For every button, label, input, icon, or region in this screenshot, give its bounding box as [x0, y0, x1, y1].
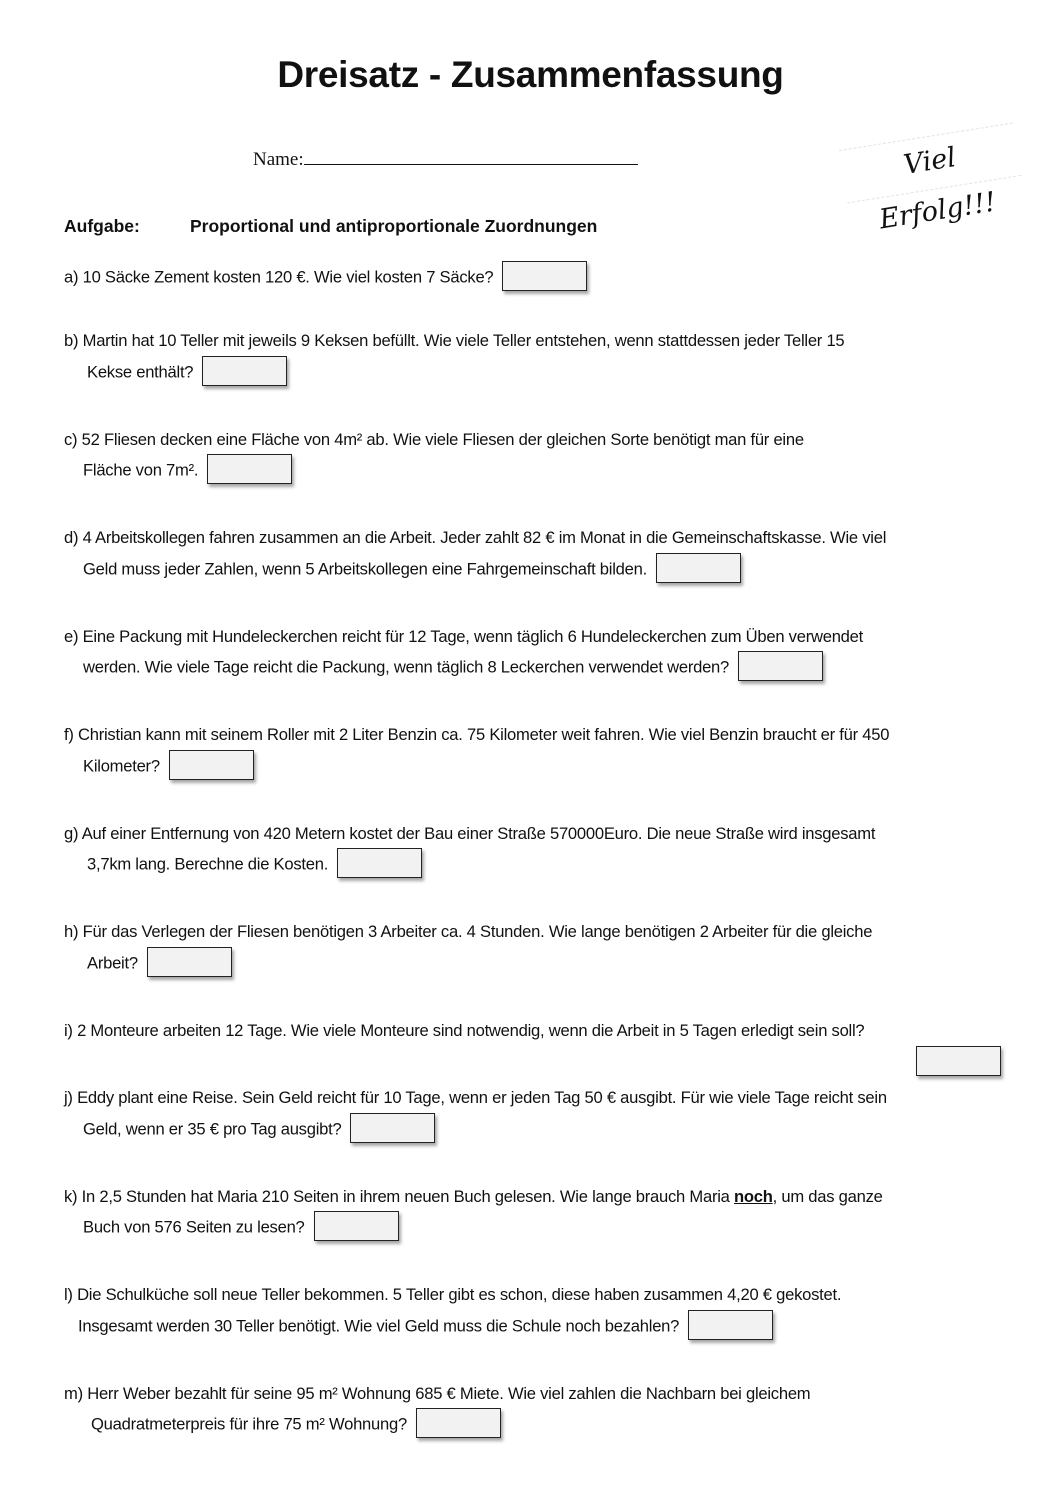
task-h-line2 [87, 949, 232, 979]
task-h-text2: Arbeit? [87, 953, 138, 973]
task-f-line2 [83, 752, 254, 782]
task-g-text: g) Auf einer Entfernung von 420 Metern kostet der Bau einer Straße 570000Euro. Die neue Straße wird insgesamt [64, 824, 876, 843]
task-m-line2 [91, 1410, 501, 1440]
answer-box-f[interactable] [169, 750, 254, 780]
task-m-text: m) Herr Weber bezahlt für seine 95 m² Wohnung 685 € Miete. Wie viel zahlen die Nachbarn bei gleichem [64, 1384, 811, 1403]
task-b-text2: Kekse enthält? [87, 362, 194, 382]
task-i-text: i) 2 Monteure arbeiten 12 Tage. Wie viele Monteure sind notwendig, wenn die Arbeit in 5 Tagen erledigt sein soll? [64, 1021, 865, 1040]
answer-box-i[interactable] [916, 1046, 1001, 1076]
task-e-text2: werden. Wie viele Tage reicht die Packung, wenn täglich 8 Leckerchen verwendet werden? [83, 657, 730, 677]
task-k-text [64, 1186, 883, 1208]
task-k-text2: Buch von 576 Seiten zu lesen? [83, 1217, 305, 1237]
task-k-text-a: k) In 2,5 Stunden hat Maria 210 Seiten in ihrem neuen Buch gelesen. Wie lange brauch Maria [64, 1187, 734, 1206]
section-label: Aufgabe: [64, 216, 140, 236]
viel-erfolg-stamp: Viel Erfolg!!! [839, 123, 1021, 204]
answer-box-k[interactable] [314, 1211, 399, 1241]
answer-box-d[interactable] [656, 553, 741, 583]
task-j-text2: Geld, wenn er 35 € pro Tag ausgibt? [83, 1119, 342, 1139]
task-d-text2: Geld muss jeder Zahlen, wenn 5 Arbeitskollegen eine Fahrgemeinschaft bilden. [83, 559, 647, 579]
answer-box-h[interactable] [147, 947, 232, 977]
task-b-text: b) Martin hat 10 Teller mit jeweils 9 Keksen befüllt. Wie viele Teller entstehen, wenn stattdessen jeder Teller 15 [64, 331, 845, 350]
answer-box-e[interactable] [738, 651, 823, 681]
task-g-text2: 3,7km lang. Berechne die Kosten. [87, 854, 329, 874]
answer-box-g[interactable] [337, 848, 422, 878]
section-topic: Proportional und antiproportionale Zuordnungen [190, 216, 598, 236]
task-a [64, 263, 587, 293]
answer-box-l[interactable] [688, 1310, 773, 1340]
task-d-text: d) 4 Arbeitskollegen fahren zusammen an die Arbeit. Jeder zahlt 82 € im Monat in die Gemeinschaftskasse. Wie viel [64, 528, 887, 547]
name-field[interactable] [253, 147, 638, 171]
task-c-text: c) 52 Fliesen decken eine Fläche von 4m² ab. Wie viele Fliesen der gleichen Sorte benötigt man für eine [64, 430, 804, 449]
task-b-line2 [87, 358, 287, 388]
task-c-text2: Fläche von 7m². [83, 460, 199, 480]
task-l-text2: Insgesamt werden 30 Teller benötigt. Wie viel Geld muss die Schule noch bezahlen? [78, 1316, 680, 1336]
task-a-text: a) 10 Säcke Zement kosten 120 €. Wie viel kosten 7 Säcke? [64, 267, 494, 287]
page-title: Dreisatz - Zusammenfassung [277, 54, 784, 95]
task-l-text: l) Die Schulküche soll neue Teller bekommen. 5 Teller gibt es schon, diese haben zusammen 4,20 € gekostet. [64, 1285, 842, 1304]
task-j-text: j) Eddy plant eine Reise. Sein Geld reicht für 10 Tage, wenn er jeden Tag 50 € ausgibt. Für wie viele Tage reicht sein [64, 1088, 887, 1107]
answer-box-j[interactable] [350, 1113, 435, 1143]
task-c-line2 [83, 456, 292, 486]
answer-box-c[interactable] [207, 454, 292, 484]
answer-box-b[interactable] [202, 356, 287, 386]
answer-box-m[interactable] [416, 1408, 501, 1438]
task-g-line2 [87, 850, 422, 880]
name-line[interactable] [304, 147, 638, 165]
task-k-emphasis: noch [734, 1187, 773, 1206]
task-k-text-c: , um das ganze [772, 1187, 883, 1206]
task-e-line2 [83, 653, 823, 683]
task-l-line2 [78, 1312, 773, 1342]
task-h-text: h) Für das Verlegen der Fliesen benötigen 3 Arbeiter ca. 4 Stunden. Wie lange benötigen 2 Arbeiter für die gleiche [64, 922, 873, 941]
task-e-text: e) Eine Packung mit Hundeleckerchen reicht für 12 Tage, wenn täglich 6 Hundeleckerchen zum Üben verwendet [64, 627, 863, 646]
task-f-text2: Kilometer? [83, 756, 160, 776]
section-heading [64, 216, 598, 237]
task-f-text: f) Christian kann mit seinem Roller mit 2 Liter Benzin ca. 75 Kilometer weit fahren. Wie viel Benzin braucht er für 450 [64, 725, 890, 744]
task-k-line2 [83, 1213, 399, 1243]
task-d-line2 [83, 555, 741, 585]
answer-box-a[interactable] [502, 261, 587, 291]
name-label: Name: [253, 149, 304, 170]
task-m-text2: Quadratmeterpreis für ihre 75 m² Wohnung? [91, 1414, 407, 1434]
task-j-line2 [83, 1115, 435, 1145]
